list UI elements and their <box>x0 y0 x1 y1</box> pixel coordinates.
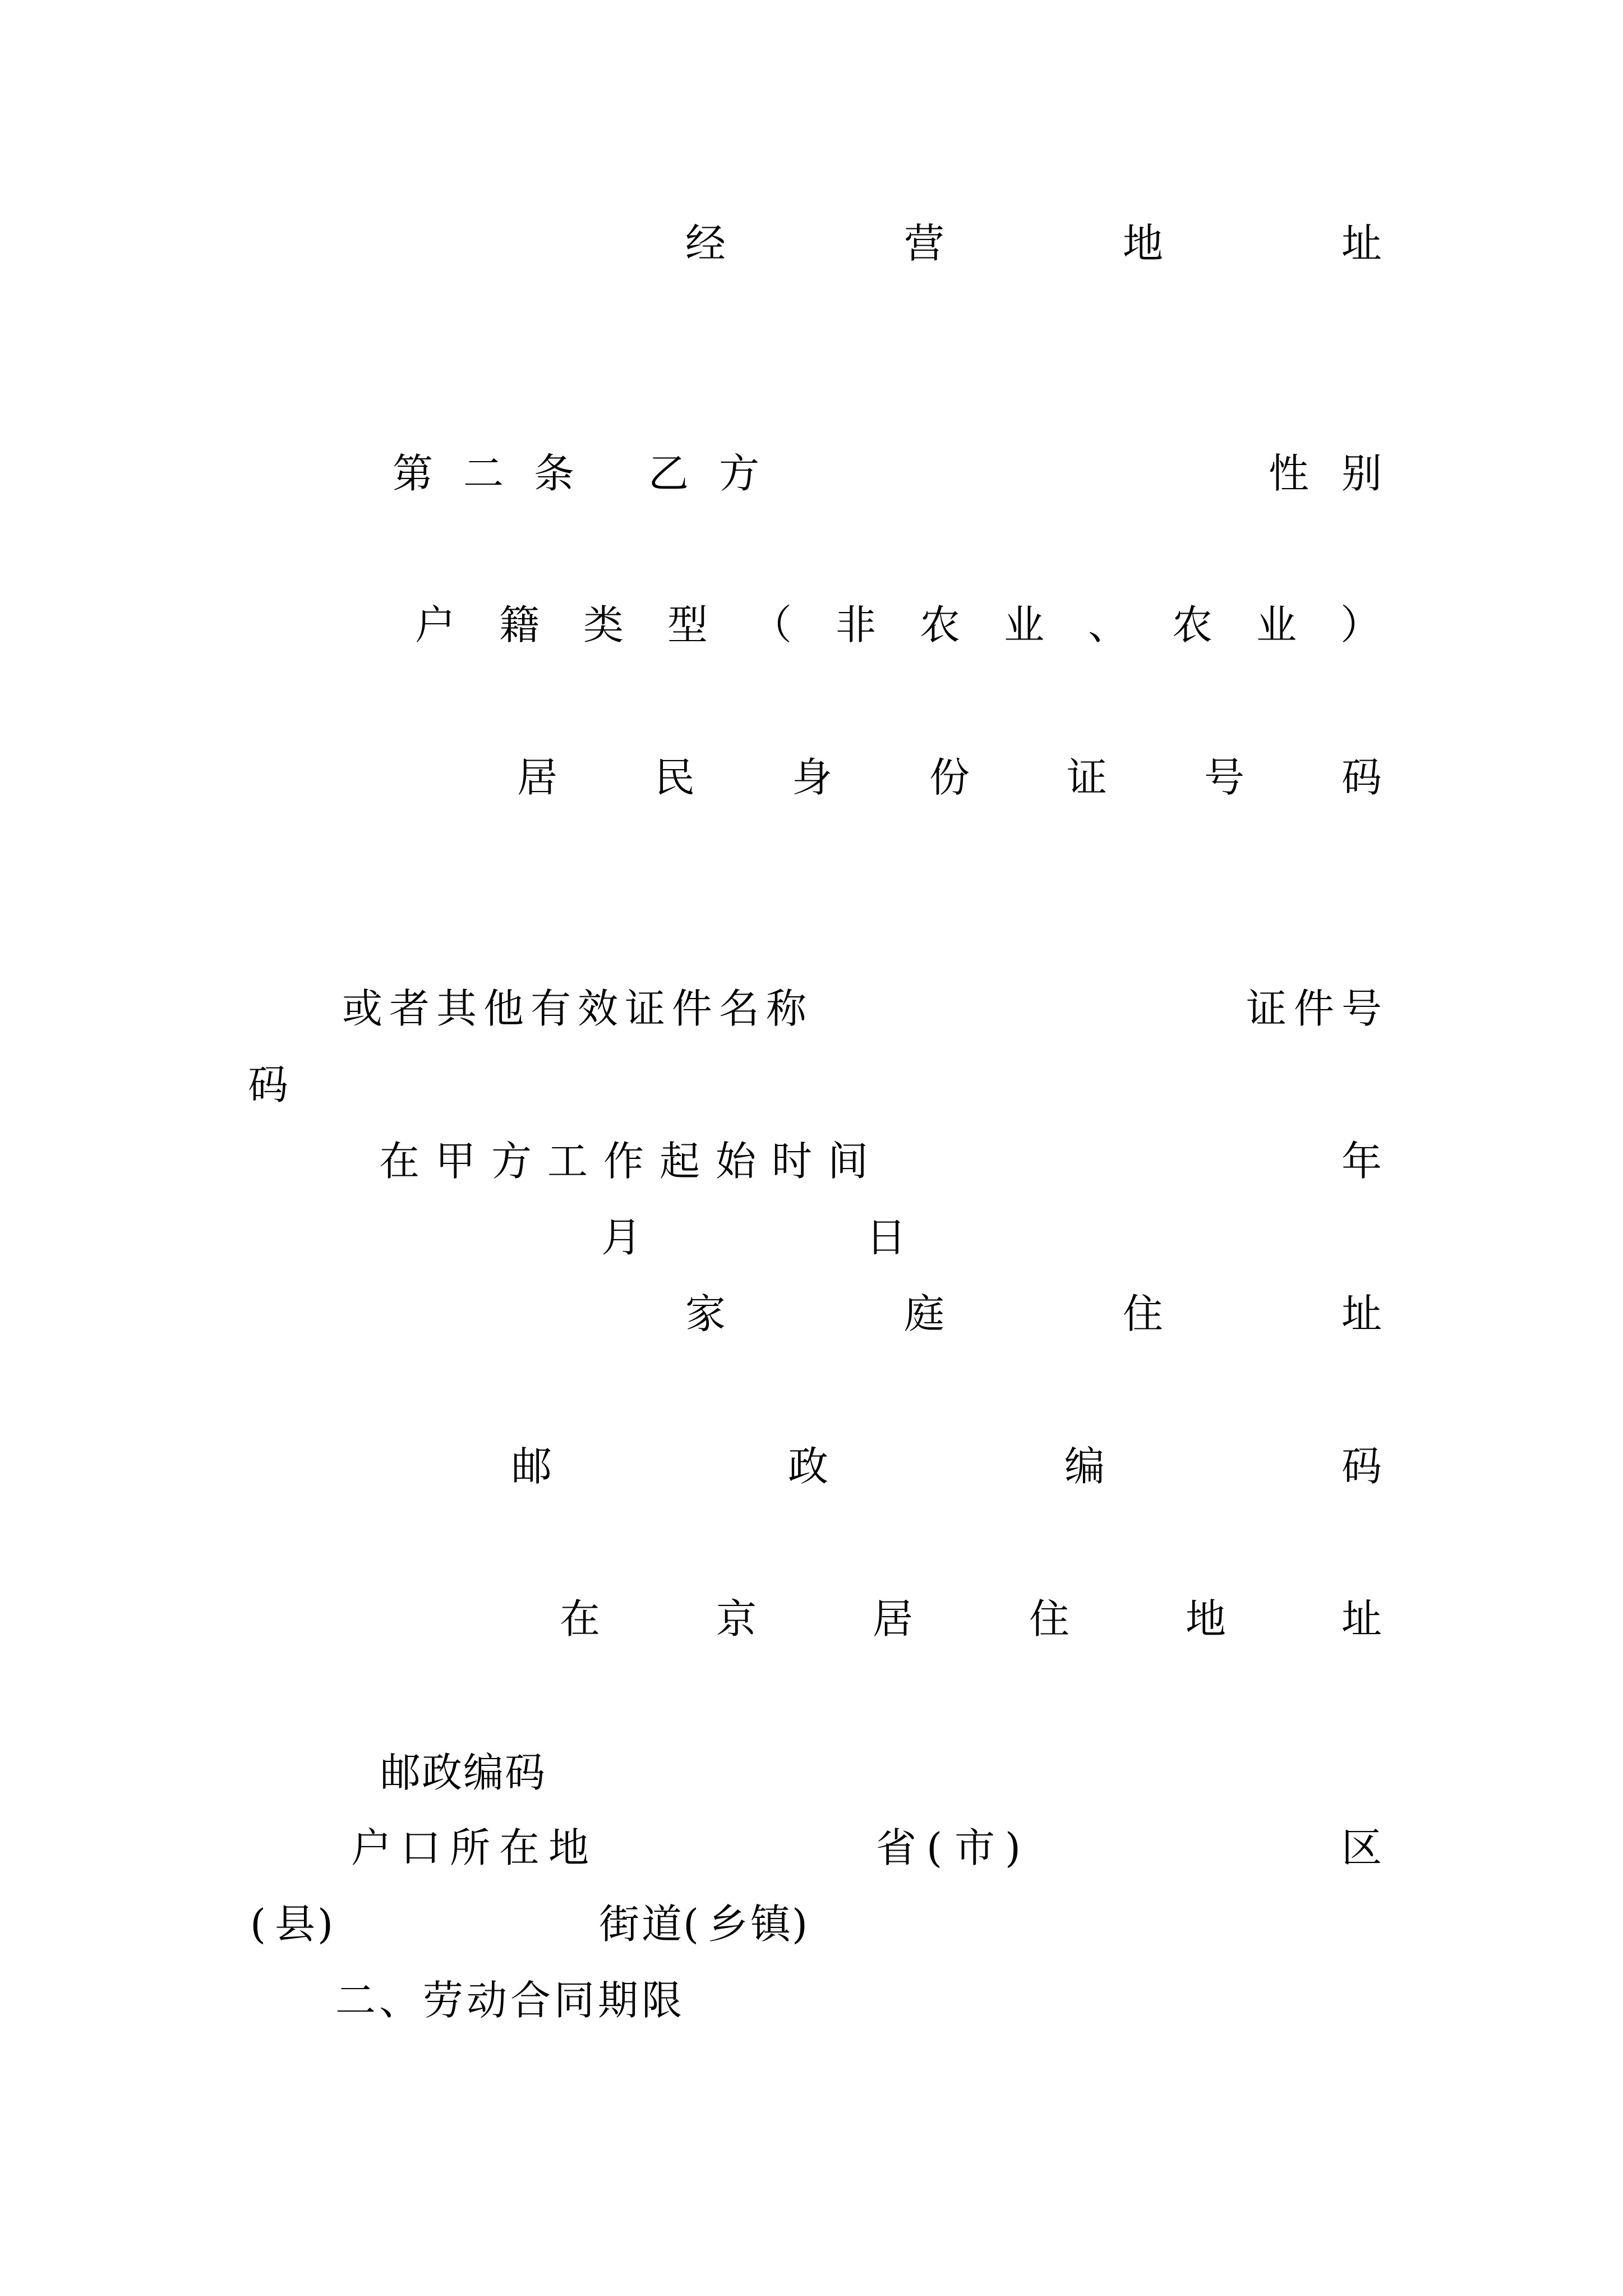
household-type-char: 农 <box>1172 601 1213 648</box>
section-heading-char: 合 <box>510 1977 551 2024</box>
start-time-char: 时 <box>772 1138 813 1185</box>
county-char: 县 <box>275 1901 316 1948</box>
beijing-address-char: 京 <box>716 1595 757 1642</box>
section-heading-char: 期 <box>598 1977 639 2024</box>
business-address-char: 营 <box>904 220 945 267</box>
home-address-char: 庭 <box>904 1290 945 1337</box>
section-heading-char: 二 <box>335 1977 376 2024</box>
resident-id-char: 居 <box>517 754 558 801</box>
hukou-char: 口 <box>400 1824 441 1871</box>
household-type-char: （ <box>751 601 792 648</box>
section-heading-char: 动 <box>467 1977 508 2024</box>
county-char: ) <box>317 1901 334 1948</box>
household-type-char: 、 <box>1088 601 1129 648</box>
day-label: 日 <box>866 1214 907 1261</box>
other-id-char: 件 <box>672 985 713 1032</box>
street-char: 道 <box>642 1901 683 1948</box>
month-label: 月 <box>601 1214 642 1261</box>
other-id-char: 者 <box>389 985 430 1032</box>
other-id-char: 或 <box>342 985 383 1032</box>
postal-code-2-char: 邮 <box>380 1749 421 1796</box>
hukou-char: 在 <box>499 1824 540 1871</box>
gender-char: 别 <box>1341 450 1382 497</box>
other-id-char: 效 <box>578 985 619 1032</box>
resident-id-char: 号 <box>1204 754 1245 801</box>
resident-id-char: 民 <box>654 754 695 801</box>
other-id-char: 名 <box>719 985 760 1032</box>
postal-code-2-char: 编 <box>463 1749 504 1796</box>
beijing-address-char: 居 <box>873 1595 914 1642</box>
start-time-char: 在 <box>379 1138 420 1185</box>
start-time-char: 方 <box>491 1138 532 1185</box>
id-number-char: 码 <box>248 1061 289 1108</box>
id-number-char: 件 <box>1294 985 1335 1032</box>
home-address-char: 家 <box>685 1290 726 1337</box>
business-address-char: 地 <box>1123 220 1164 267</box>
resident-id-char: 身 <box>792 754 833 801</box>
article-2-char: 二 <box>463 450 504 497</box>
street-char: 乡 <box>708 1901 749 1948</box>
start-time-char: 间 <box>828 1138 869 1185</box>
household-type-char: ） <box>1340 601 1381 648</box>
postal-code-char: 政 <box>788 1443 829 1490</box>
article-2-char: 第 <box>393 450 434 497</box>
postal-code-char: 码 <box>1341 1443 1382 1490</box>
other-id-char: 有 <box>531 985 571 1032</box>
home-address-char: 住 <box>1123 1290 1164 1337</box>
start-time-char: 工 <box>547 1138 588 1185</box>
start-time-char: 起 <box>660 1138 700 1185</box>
province-char: ) <box>1005 1824 1021 1871</box>
postal-code-2-char: 政 <box>422 1749 463 1796</box>
home-address-char: 址 <box>1341 1290 1382 1337</box>
start-time-char: 始 <box>716 1138 757 1185</box>
county-char: ( <box>250 1901 266 1948</box>
hukou-char: 户 <box>351 1824 392 1871</box>
household-type-char: 籍 <box>499 601 540 648</box>
postal-code-char: 编 <box>1064 1443 1105 1490</box>
other-id-char: 称 <box>766 985 807 1032</box>
resident-id-char: 证 <box>1067 754 1108 801</box>
start-time-char: 甲 <box>435 1138 476 1185</box>
beijing-address-char: 址 <box>1341 1595 1382 1642</box>
id-number-char: 号 <box>1341 985 1382 1032</box>
street-char: ) <box>792 1901 808 1948</box>
other-id-char: 其 <box>436 985 477 1032</box>
street-char: ( <box>683 1901 699 1948</box>
business-address-char: 经 <box>685 220 726 267</box>
household-type-char: 业 <box>1256 601 1297 648</box>
household-type-char: 类 <box>583 601 624 648</box>
postal-code-2-char: 码 <box>505 1749 546 1796</box>
household-type-char: 户 <box>415 601 456 648</box>
article-2-char: 条 <box>534 450 575 497</box>
section-heading-char: 、 <box>379 1977 420 2024</box>
business-address-char: 址 <box>1341 220 1382 267</box>
section-heading-char: 劳 <box>423 1977 464 2024</box>
household-type-char: 型 <box>667 601 708 648</box>
other-id-char: 他 <box>483 985 524 1032</box>
province-char: ( <box>926 1824 943 1871</box>
section-heading-char: 同 <box>554 1977 595 2024</box>
postal-code-char: 邮 <box>511 1443 552 1490</box>
id-number-char: 证 <box>1246 985 1287 1032</box>
street-char: 街 <box>599 1901 640 1948</box>
party-b-char: 乙 <box>648 450 689 497</box>
section-heading-char: 限 <box>642 1977 683 2024</box>
beijing-address-char: 地 <box>1186 1595 1227 1642</box>
party-b-char: 方 <box>719 450 760 497</box>
hukou-char: 地 <box>548 1824 589 1871</box>
resident-id-char: 码 <box>1341 754 1382 801</box>
other-id-char: 证 <box>625 985 666 1032</box>
province-char: 省 <box>876 1824 917 1871</box>
hukou-char: 所 <box>450 1824 491 1871</box>
resident-id-char: 份 <box>929 754 970 801</box>
household-type-char: 农 <box>920 601 961 648</box>
street-char: 镇 <box>750 1901 791 1948</box>
start-time-char: 作 <box>603 1138 644 1185</box>
district-label: 区 <box>1341 1824 1382 1871</box>
household-type-char: 非 <box>836 601 877 648</box>
beijing-address-char: 住 <box>1029 1595 1070 1642</box>
province-char: 市 <box>955 1824 995 1871</box>
year-label: 年 <box>1341 1138 1382 1185</box>
gender-char: 性 <box>1269 450 1310 497</box>
household-type-char: 业 <box>1004 601 1045 648</box>
beijing-address-char: 在 <box>560 1595 601 1642</box>
